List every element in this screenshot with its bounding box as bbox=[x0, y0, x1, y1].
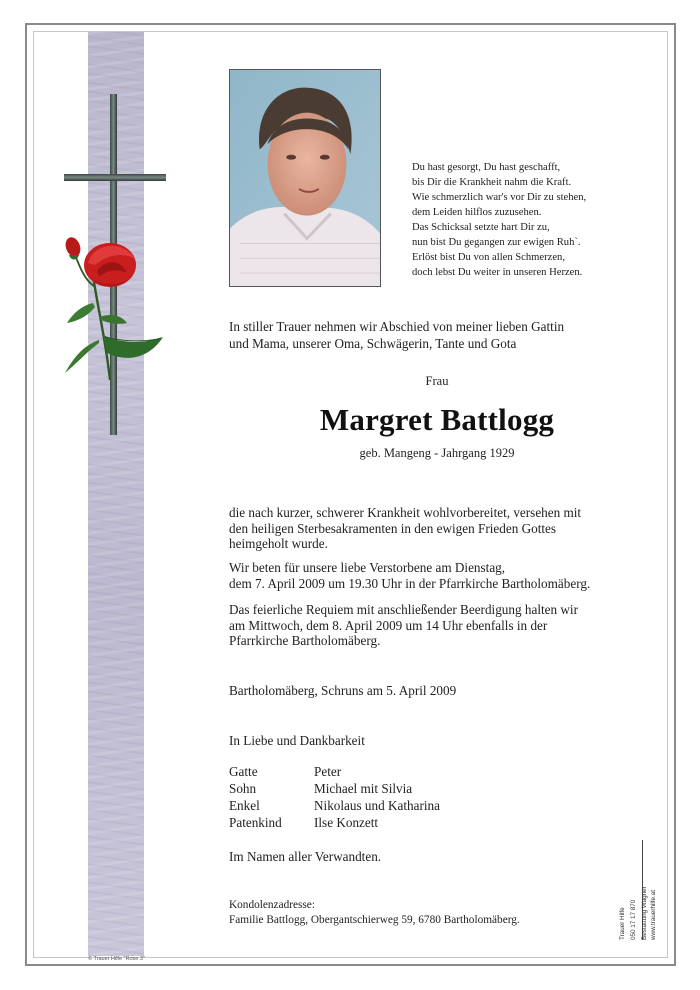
prayer-paragraph bbox=[229, 560, 659, 591]
credit-website: www.trauerhilfe.at bbox=[650, 889, 657, 940]
poem-line: Wie schmerzlich war's vor Dir zu stehen, bbox=[412, 192, 587, 203]
condolence-label: Kondolenzadresse: bbox=[229, 899, 315, 911]
poem-line: doch lebst Du weiter in unseren Herzen. bbox=[412, 267, 583, 278]
paragraph-line: am Mittwoch, dem 8. April 2009 um 14 Uhr ebenfalls in der bbox=[229, 617, 548, 633]
mourner-row bbox=[229, 797, 440, 814]
intro-line: In stiller Trauer nehmen wir Abschied von meiner lieben Gattin bbox=[229, 319, 565, 334]
paragraph-line: den heiligen Sterbesakramenten in den ewigen Frieden Gottes bbox=[229, 520, 557, 536]
mourner-names: Ilse Konzett bbox=[314, 815, 379, 830]
mourner-row bbox=[229, 780, 440, 797]
closing-line: Im Namen aller Verwandten. bbox=[229, 849, 382, 864]
poem-line: dem Leiden hilflos zuzusehen. bbox=[412, 207, 542, 218]
paragraph-line: Das feierliche Requiem mit anschließender Beerdigung halten wir bbox=[229, 602, 578, 617]
memorial-poem bbox=[412, 160, 652, 280]
credit-funeral-home: Bestattung Wagner bbox=[641, 886, 648, 940]
intro-text bbox=[229, 318, 649, 352]
requiem-paragraph bbox=[229, 602, 659, 649]
salutation: Frau bbox=[425, 374, 449, 388]
paragraph-line: Wir beten für unsere liebe Verstorbene am Dienstag, bbox=[229, 560, 506, 575]
poem-line: bis Dir die Krankheit nahm die Kraft. bbox=[412, 177, 572, 188]
mourner-relation: Patenkind bbox=[229, 815, 282, 830]
vertical-credit bbox=[614, 840, 664, 940]
credit-phone: 050 17 17 870 bbox=[630, 899, 637, 940]
credit-company: Trauer Hilfe bbox=[619, 907, 626, 940]
mourner-relation: Sohn bbox=[229, 781, 257, 796]
poem-line: nun bist Du gegangen zur ewigen Ruh`. bbox=[412, 237, 581, 248]
mourner-relation: Gatte bbox=[229, 764, 258, 779]
mourners-list bbox=[229, 763, 440, 831]
mourner-names: Peter bbox=[314, 764, 342, 779]
poem-line: Das Schicksal setzte hart Dir zu, bbox=[412, 222, 550, 233]
mourner-row bbox=[229, 763, 440, 780]
birth-info: geb. Mangeng - Jahrgang 1929 bbox=[359, 446, 515, 460]
mourner-row bbox=[229, 814, 440, 831]
thanks-line: In Liebe und Dankbarkeit bbox=[229, 733, 365, 748]
poem-line: Erlöst bist Du von allen Schmerzen, bbox=[412, 252, 565, 263]
mourner-relation: Enkel bbox=[229, 798, 260, 813]
condolence-address-line: Familie Battlogg, Obergantschierweg 59, 6780 Bartholomäberg. bbox=[229, 913, 520, 926]
mourner-names: Nikolaus und Katharina bbox=[314, 798, 440, 813]
condolence-address bbox=[229, 898, 520, 927]
intro-line: und Mama, unserer Oma, Schwägerin, Tante und Gota bbox=[229, 336, 517, 351]
paragraph-line: dem 7. April 2009 um 19.30 Uhr in der Pfarrkirche Bartholomäberg. bbox=[229, 575, 591, 591]
paragraph-line: heimgeholt wurde. bbox=[229, 536, 328, 551]
death-paragraph bbox=[229, 505, 659, 552]
paragraph-line: Pfarrkirche Bartholomäberg. bbox=[229, 633, 381, 648]
footer-credit: © Trauer Hilfe "Rose 3" bbox=[88, 956, 145, 962]
paragraph-line: die nach kurzer, schwerer Krankheit wohlvorbereitet, versehen mit bbox=[229, 505, 582, 520]
deceased-name: Margret Battlogg bbox=[319, 402, 555, 437]
poem-line: Du hast gesorgt, Du hast geschafft, bbox=[412, 162, 561, 173]
place-date: Bartholomäberg, Schruns am 5. April 2009 bbox=[229, 683, 457, 698]
rose-icon bbox=[55, 225, 170, 385]
mourner-names: Michael mit Silvia bbox=[314, 781, 413, 796]
portrait-photo bbox=[229, 69, 381, 287]
